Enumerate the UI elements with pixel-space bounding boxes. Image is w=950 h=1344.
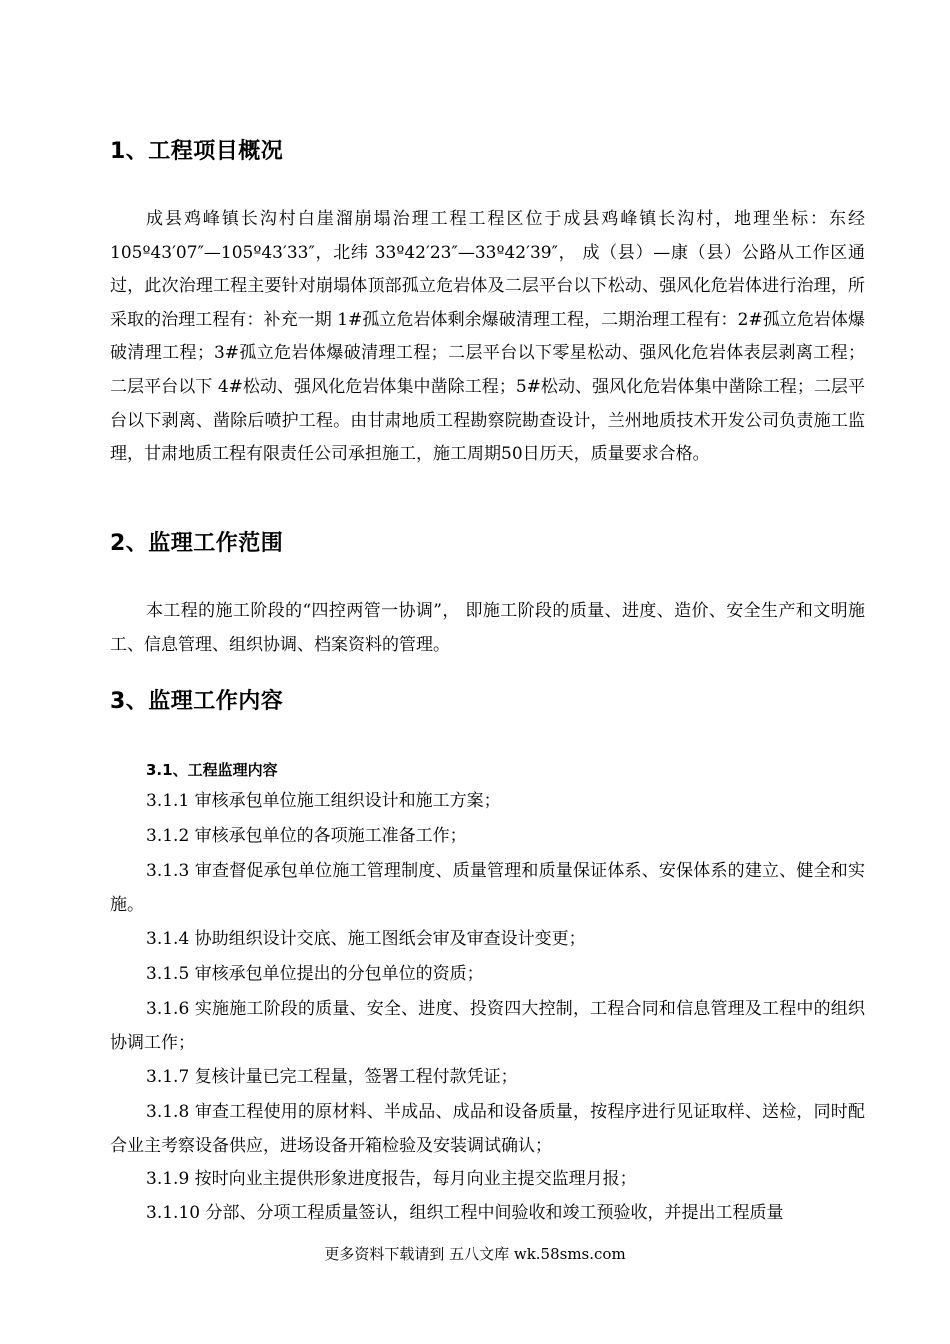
list-item: 3.1.4 协助组织设计交底、施工图纸会审及审查设计变更； [146, 929, 586, 949]
list-item: 3.1.3 审查督促承包单位施工管理制度、质量管理和质量保证体系、安保体系的建立、健全和实施。 [110, 861, 865, 915]
list-item: 3.1.8 审查工程使用的原材料、半成品、成品和设备质量，按程序进行见证取样、送检，同时配合业主考察设备供应，进场设备开箱检验及安装调试确认； [110, 1102, 865, 1156]
page-footer: 更多资料下载请到 五八文库 wk.58sms.com [324, 1245, 626, 1263]
list-item: 3.1.9 按时向业主提供形象进度报告，每月向业主提交监理月报； [146, 1169, 637, 1189]
overview-paragraph: 成县鸡峰镇长沟村白崖溜崩塌治理工程工程区位于成县鸡峰镇长沟村，地理坐标：东经 105º43′07″—105º43′33″，北纬 33º42′23″—33º42′39″， 成（县）—康（县）公路从工作区通过，此次治理工程主要针对崩塌体顶部孤立危岩体及二层平台以下松动、强风化危岩体进行治理，所采取的治理工程有：补充一期 1#孤立危岩体剩余爆破清理工程，二期治理工程有：2#孤立危岩体爆破清理工程；3#孤立危岩体爆破清理工程；二层平台以下零星松动、强风化危岩体表层剥离工程；二层平台以下 4#松动、强风化危岩体集中凿除工程；5#松动、强风化危岩体集中凿除工程；二层平台以下剥离、凿除后喷护工程。由甘肃地质工程勘察院勘查设计，兰州地质技术开发公司负责施工监理，甘肃地质工程有限责任公司承担施工，施工周期50日历天，质量要求合格。 [110, 209, 865, 465]
list-item: 3.1.7 复核计量已完工程量，签署工程付款凭证； [146, 1067, 518, 1087]
section-heading-overview: 1、工程项目概况 [110, 139, 284, 164]
list-item: 3.1.6 实施施工阶段的质量、安全、进度、投资四大控制，工程合同和信息管理及工程中的组织协调工作； [110, 999, 865, 1053]
scope-paragraph: 本工程的施工阶段的“四控两管一协调”， 即施工阶段的质量、进度、造价、安全生产和文明施工、信息管理、组织协调、档案资料的管理。 [110, 601, 865, 655]
subsection-heading: 3.1、工程监理内容 [146, 761, 278, 779]
section-heading-scope: 2、监理工作范围 [110, 531, 284, 556]
list-item: 3.1.2 审核承包单位的各项施工准备工作； [146, 826, 467, 846]
list-item: 3.1.1 审核承包单位施工组织设计和施工方案； [146, 791, 501, 811]
list-item: 3.1.10 分部、分项工程质量签认，组织工程中间验收和竣工预验收，并提出工程质量 [146, 1203, 784, 1223]
list-item: 3.1.5 审核承包单位提出的分包单位的资质； [146, 964, 484, 984]
section-heading-content: 3、监理工作内容 [110, 689, 284, 714]
